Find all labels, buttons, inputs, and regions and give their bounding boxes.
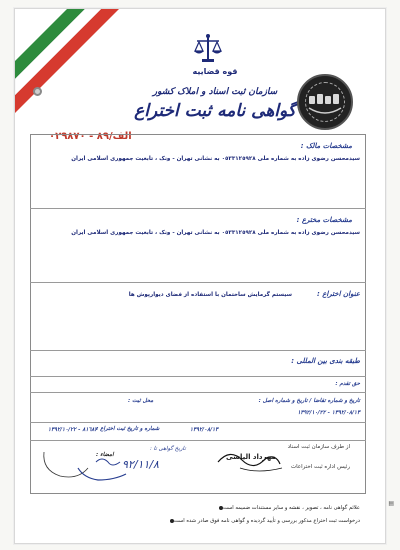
registration-date-2: ١٣٩٢/٠٨/١٣ [190,427,219,433]
signatory-name: مهرداد الیاسی [226,453,276,461]
hologram-seal-icon [297,74,353,130]
divider [30,376,366,377]
judiciary-emblem-icon [193,33,223,65]
divider [30,208,366,209]
classification-label: طبقه بندی بین المللی : [291,357,360,365]
signature-scribble-icon [38,440,148,486]
divider [30,392,366,393]
priority-label: حق تقدم : [335,381,360,387]
registration-value: ٨١٦٨٢ - ١٣٩٢/١٠/٢٢ [48,427,98,433]
signature-label: امضاء : [96,452,114,458]
date-number-value: ١٣٩٢/٠٨/١٣ - ١٣٩٢/١٠/٢٢ [297,410,360,416]
footer-note-1: علائم گواهی نامه ، تصویر ، نقشه و سایر مستندات ضمیمه است [216,505,360,511]
inventor-label: مشخصات مخترع : [296,216,352,224]
grommet-icon [33,87,42,96]
divider [30,282,366,283]
invention-title-value: سیستم گرمایش ساختمان با استفاده از فضای دیوارپوش ها [128,292,292,298]
registration-place-label: محل ثبت : [128,398,154,404]
divider [30,350,366,351]
document-title: گواهی نامه ثبت اختراع [134,101,296,121]
issue-date-label: تاریخ گواهی تا : [150,446,186,452]
signatory-title: رئیس اداره ثبت اختراعات [290,464,350,470]
date-number-label: تاریخ و شماره تقاضا / تاریخ و شماره اصل : [258,398,360,404]
divider [30,422,366,423]
serial-number: الف/٨٩ - ٠٢٩٨٧٠ [49,131,132,142]
official-signature-icon [210,440,306,480]
invention-title-label: عنوان اختراع : [316,290,360,298]
handwritten-date: ٩٢/١١/٨ [122,458,159,471]
judiciary-label: قوه قضاییه [192,67,238,76]
signatory-prefix: از طرف سازمان ثبت اسناد [287,444,350,450]
edge-mark-icon: ▤ [388,500,394,507]
footer-note-2: درخواست ثبت اختراع مذکور بررسی و تأیید گردیده و گواهی نامه فوق صادر شده است [167,518,360,524]
registration-date-label: شماره و تاریخ ثبت اختراع : [96,426,160,432]
owner-label: مشخصات مالک : [300,142,352,150]
owner-value: سیدمحسن رضوی زاده به شماره ملی ٠٥٣٣١٢٥٩٢٨ به نشانی تهران - ونک ، تابعیت جمهوری اسلامی ایران [71,156,360,162]
inventor-value: سیدمحسن رضوی زاده به شماره ملی ٠٥٣٣١٢٥٩٢٨ به نشانی تهران - ونک ، تابعیت جمهوری اسلامی ایران [71,230,360,236]
organization-name: سازمان ثبت اسناد و املاک کشور [152,87,278,97]
